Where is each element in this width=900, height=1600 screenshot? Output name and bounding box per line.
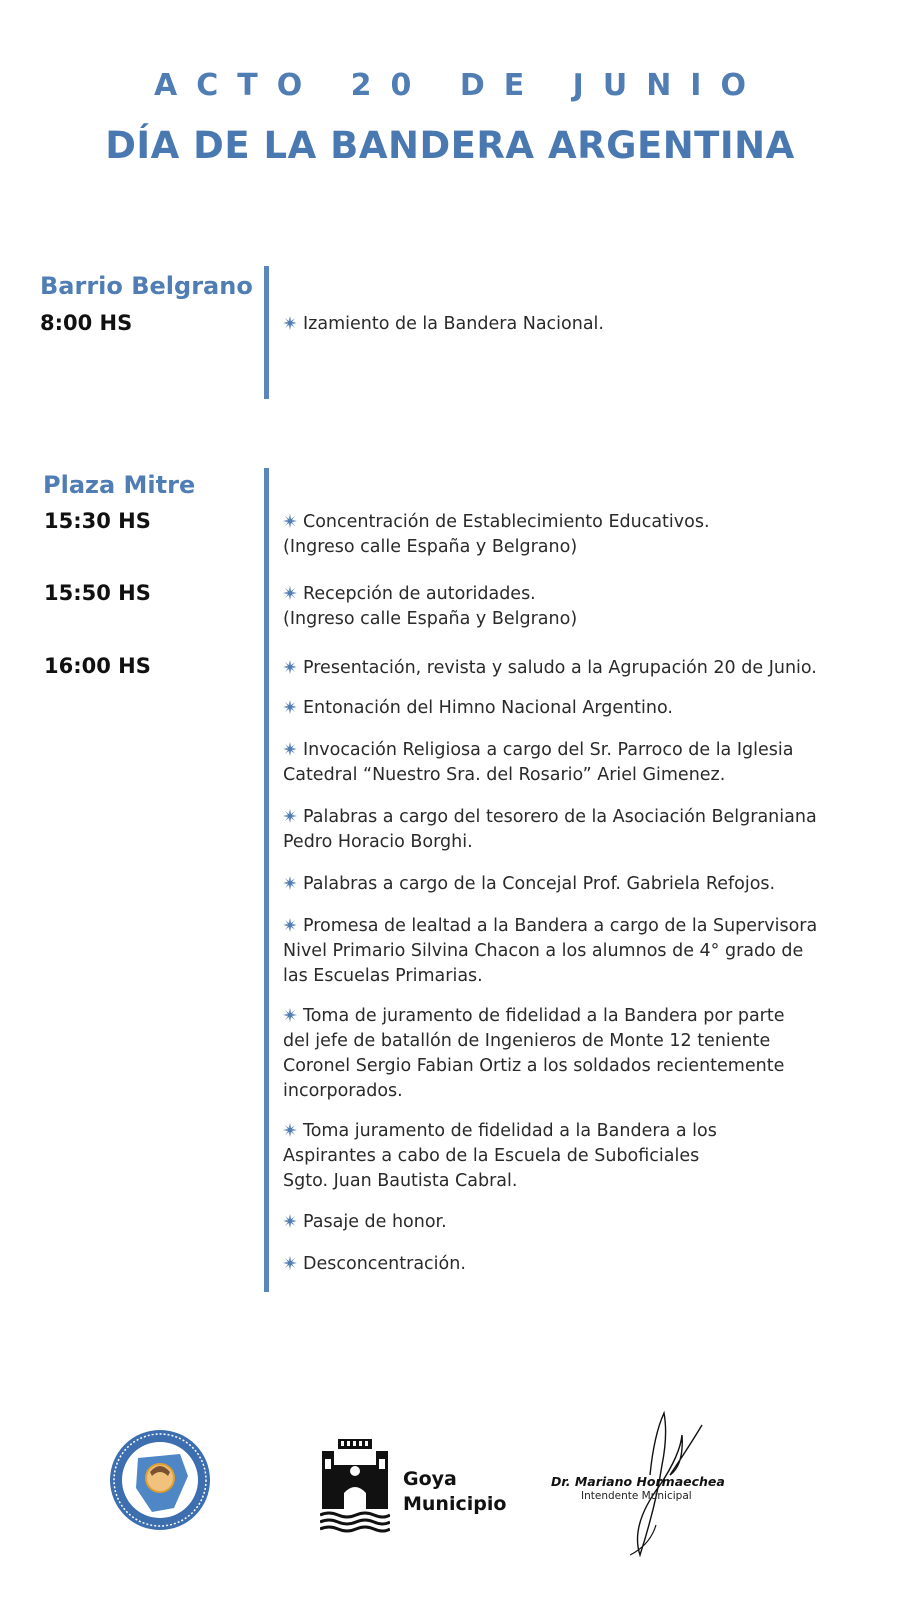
star-bullet-icon bbox=[283, 809, 297, 823]
signer-name: Dr. Mariano Hormaechea bbox=[551, 1474, 725, 1489]
star-bullet-icon bbox=[283, 316, 297, 330]
list-item: Palabras a cargo de la Concejal Prof. Gabriela Refojos. bbox=[283, 872, 883, 897]
star-bullet-icon bbox=[283, 876, 297, 890]
goya-municipio-logo-icon bbox=[320, 1437, 390, 1533]
list-item: Toma juramento de fidelidad a la Bandera a los Aspirantes a cabo de la Escuela de Suboficiales Sgto. Juan Bautista Cabral. bbox=[283, 1121, 717, 1191]
signer-role: Intendente Municipal bbox=[581, 1490, 692, 1502]
timeline-divider bbox=[264, 468, 269, 1292]
star-bullet-icon bbox=[283, 660, 297, 674]
time-label: 15:50 HS bbox=[44, 581, 151, 605]
list-item: Palabras a cargo del tesorero de la Asociación Belgraniana Pedro Horacio Borghi. bbox=[283, 807, 817, 852]
time-label: 16:00 HS bbox=[44, 654, 151, 678]
location-label: Barrio Belgrano bbox=[40, 272, 253, 300]
list-item: Concentración de Establecimiento Educativos. (Ingreso calle España y Belgrano) bbox=[283, 512, 710, 557]
star-bullet-icon bbox=[283, 700, 297, 714]
star-bullet-icon bbox=[283, 514, 297, 528]
list-item: Recepción de autoridades. (Ingreso calle España y Belgrano) bbox=[283, 584, 578, 629]
star-bullet-icon bbox=[283, 742, 297, 756]
star-bullet-icon bbox=[283, 586, 297, 600]
time-label: 15:30 HS bbox=[44, 509, 151, 533]
timeline-divider bbox=[264, 266, 269, 399]
goya-wordmark: Goya Municipio bbox=[403, 1468, 507, 1515]
location-label: Plaza Mitre bbox=[43, 471, 196, 499]
belgraniana-seal-logo bbox=[108, 1428, 212, 1532]
star-bullet-icon bbox=[283, 1214, 297, 1228]
star-bullet-icon bbox=[283, 1008, 297, 1022]
list-item: Entonación del Himno Nacional Argentino. bbox=[283, 696, 883, 721]
list-item: Presentación, revista y saludo a la Agrupación 20 de Junio. bbox=[283, 656, 883, 681]
star-bullet-icon bbox=[283, 1256, 297, 1270]
list-item: Pasaje de honor. bbox=[283, 1210, 883, 1235]
star-bullet-icon bbox=[283, 1123, 297, 1137]
event-subtitle: ACTO 20 DE JUNIO bbox=[154, 68, 765, 103]
list-item: Desconcentración. bbox=[283, 1252, 883, 1277]
list-item: Toma de juramento de fidelidad a la Bandera por parte del jefe de batallón de Ingenieros de Monte 12 teniente Coronel Sergio Fabian Ortiz a los soldados recientemente incorporados. bbox=[283, 1006, 785, 1101]
list-item: Promesa de lealtad a la Bandera a cargo de la Supervisora Nivel Primario Silvina Chacon a los alumnos de 4° grado de las Escuelas Primarias. bbox=[283, 916, 818, 986]
star-bullet-icon bbox=[283, 918, 297, 932]
time-label: 8:00 HS bbox=[40, 311, 133, 335]
page-title: DÍA DE LA BANDERA ARGENTINA bbox=[105, 124, 795, 167]
list-item: Invocación Religiosa a cargo del Sr. Parroco de la Iglesia Catedral “Nuestro Sra. del Rosario” Ariel Gimenez. bbox=[283, 740, 794, 785]
list-item: Izamiento de la Bandera Nacional. bbox=[283, 312, 883, 337]
